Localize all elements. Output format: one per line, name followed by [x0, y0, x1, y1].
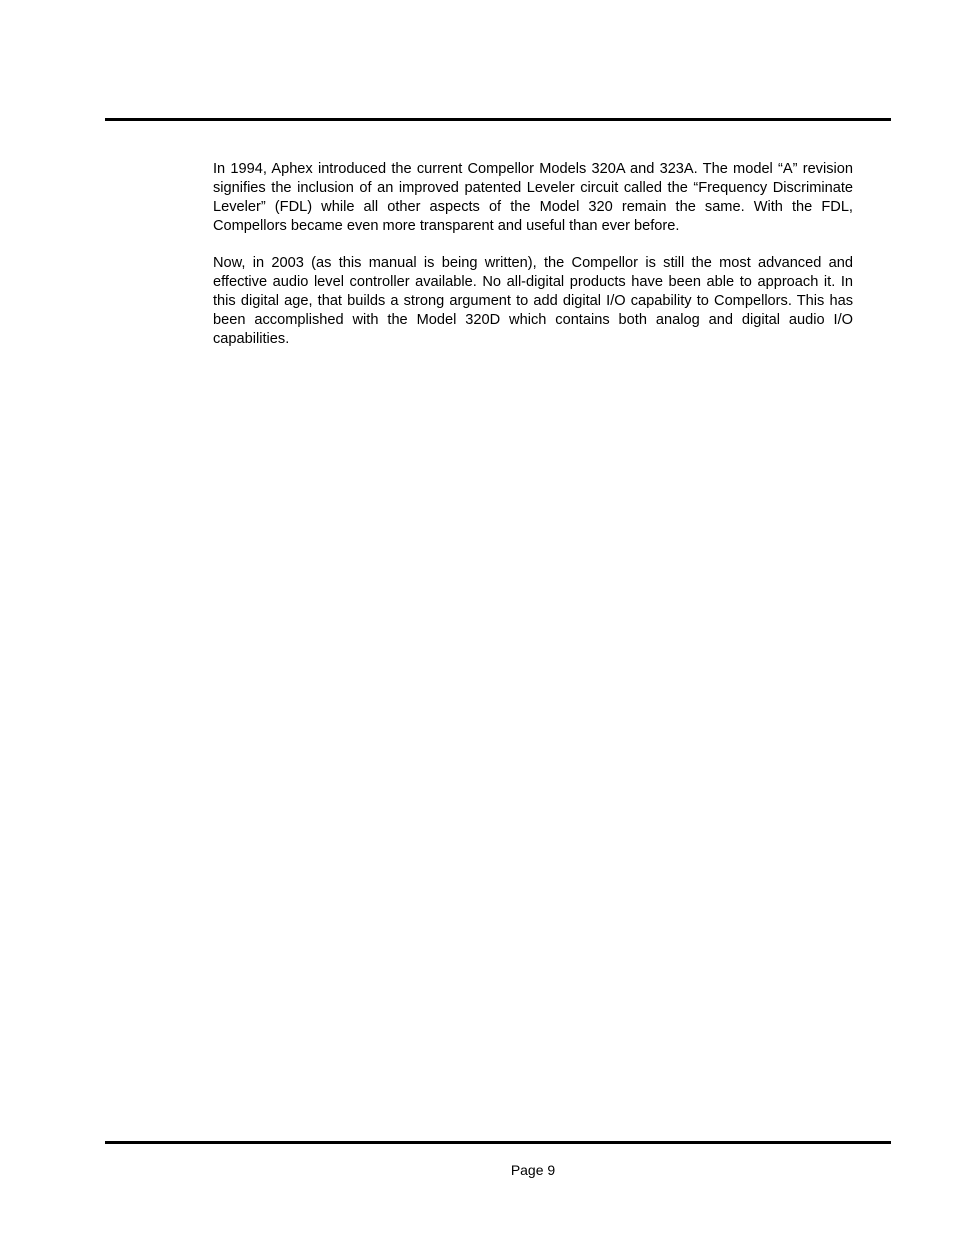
paragraph-2: Now, in 2003 (as this manual is being written), the Compellor is still the most advanced and effective audio level controller available. No all-digital products have been able to approach it. In this digital age, that builds a strong argument to add digital I/O capability to Compellors. This has been accomplished with the Model 320D which contains both analog and digital audio I/O capabilities.	[213, 255, 853, 347]
page-number: Page 9	[510, 1162, 556, 1178]
body-text	[213, 160, 853, 367]
paragraph-1: In 1994, Aphex introduced the current Compellor Models 320A and 323A. The model “A” revision signifies the inclusion of an improved patented Leveler circuit called the “Frequency Discriminate Leveler” (FDL) while all other aspects of the Model 320 remain the same. With the FDL, Compellors became even more transparent and useful than ever before.	[213, 161, 853, 234]
header-rule	[105, 118, 891, 121]
footer-rule	[105, 1141, 891, 1144]
